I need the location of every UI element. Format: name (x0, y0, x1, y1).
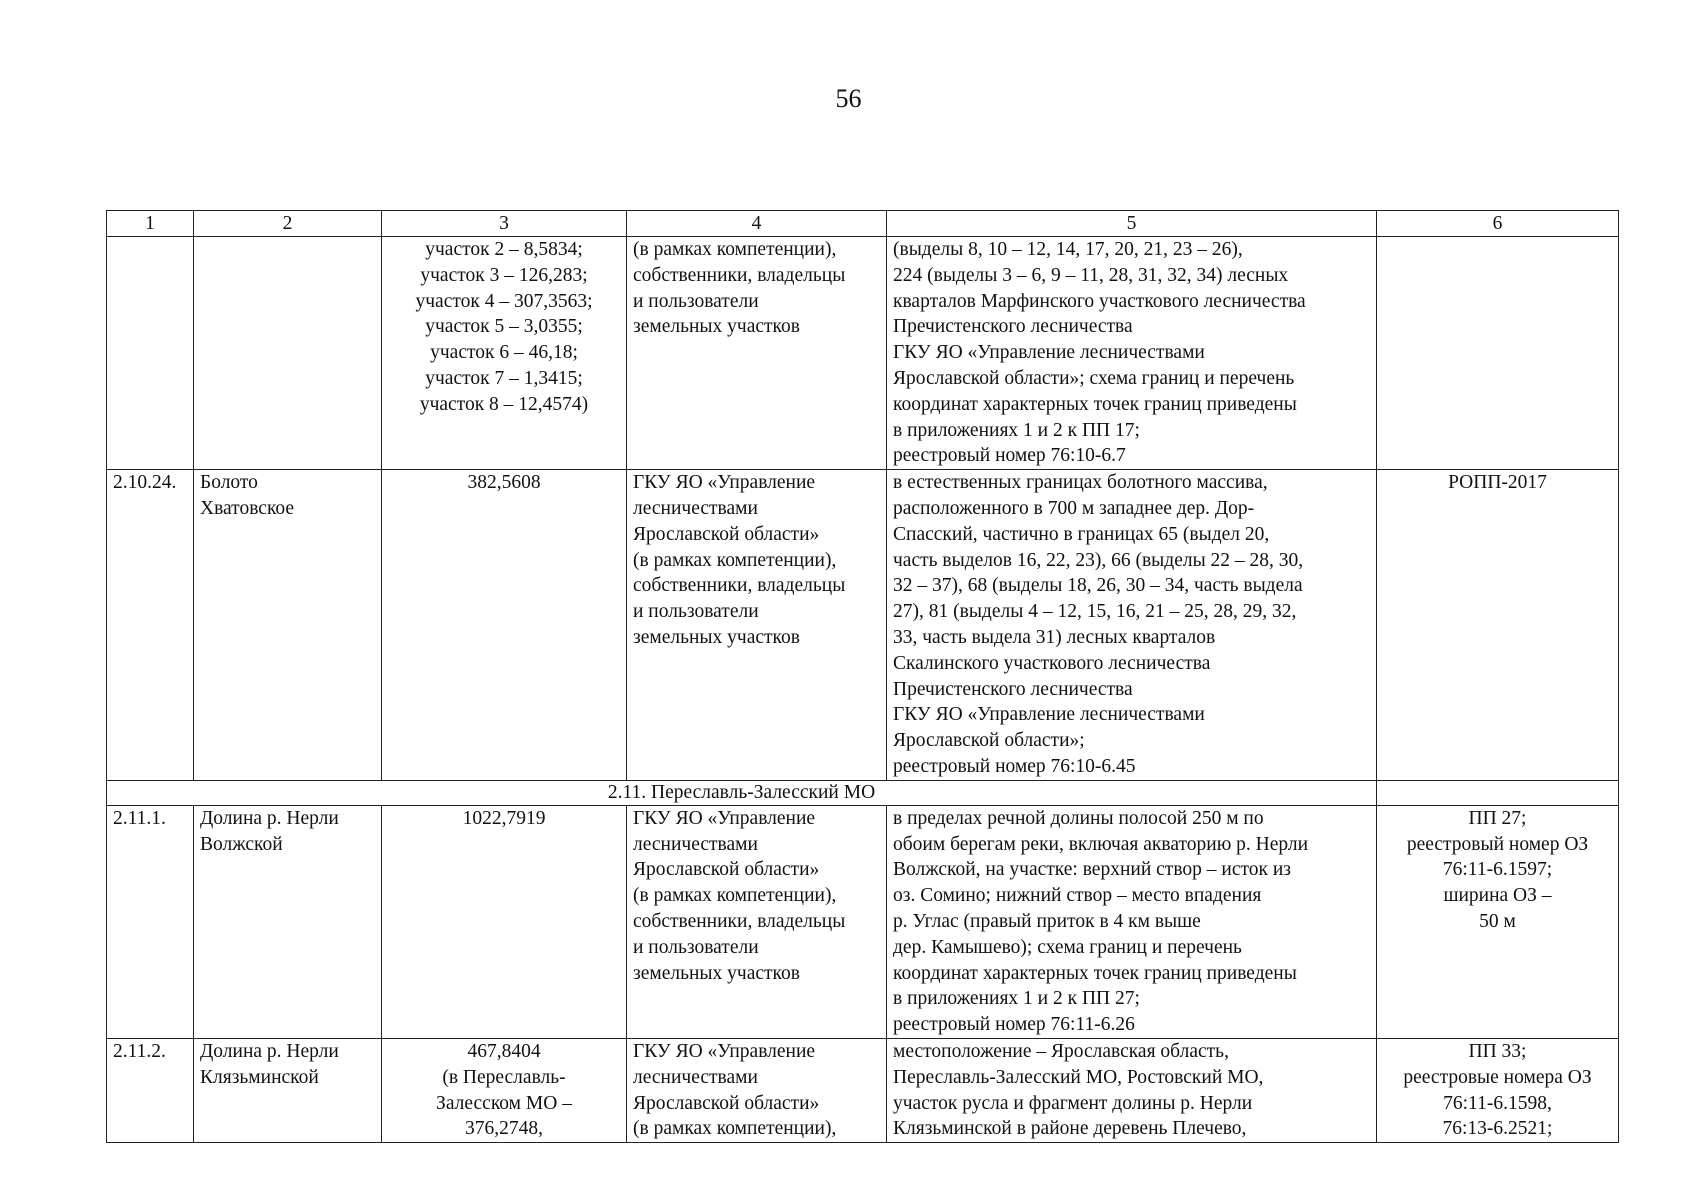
col-header-1: 1 (107, 211, 194, 237)
text-line: ГКУ ЯО «Управление лесничествами (893, 342, 1205, 364)
col-header-4: 4 (627, 211, 887, 237)
text-line: ПП 27; (1468, 807, 1527, 829)
header-row (107, 211, 1619, 237)
text-line: 467,8404 (467, 1040, 541, 1062)
text-line: 76:11-6.1597; (1442, 859, 1553, 881)
text-line: расположенного в 700 м западнее дер. Дор- (893, 497, 1255, 519)
col-header-3: 3 (382, 211, 627, 237)
table-row-continuation (107, 237, 1619, 470)
text-line: участок 6 – 46,18; (430, 342, 578, 364)
text-line: в приложениях 1 и 2 к ПП 27; (893, 988, 1140, 1010)
text-line: участок 2 – 8,5834; (425, 239, 583, 260)
table-row-2-10-24 (107, 470, 1619, 781)
text-line: (в рамках компетенции), (633, 549, 837, 571)
text-line: Пречистенского лесничества (893, 678, 1133, 700)
text-line: лесничествами (633, 1066, 758, 1088)
cell-source (1377, 470, 1619, 781)
cell-name (194, 805, 382, 1038)
text-line: участок 8 – 12,4574) (419, 393, 589, 415)
text-line: координат характерных точек границ приведены (893, 962, 1297, 984)
text-line: (в рамках компетенции), (633, 1118, 837, 1140)
cell-num: 2.11.2. (107, 1038, 194, 1142)
text-line: координат характерных точек границ приведены (893, 393, 1297, 415)
text-line: кварталов Марфинского участкового лесничества (893, 290, 1306, 312)
text-line: Долина р. Нерли (200, 807, 339, 829)
text-line: Переславль-Залесский МО, Ростовский МО, (893, 1066, 1264, 1088)
cell-boundaries (887, 237, 1377, 470)
text-line: Волжской (200, 833, 283, 855)
text-line: Пречистенского лесничества (893, 316, 1133, 338)
text-line: Хватовское (200, 497, 295, 519)
text-line: ГКУ ЯО «Управление лесничествами (893, 704, 1205, 726)
text-line: в приложениях 1 и 2 к ПП 17; (893, 419, 1140, 441)
text-line: собственники, владельцы (633, 264, 846, 286)
text-line: 76:13-6.2521; (1442, 1118, 1553, 1140)
col-header-2: 2 (194, 211, 382, 237)
cell-name (194, 470, 382, 781)
cell-responsible (627, 470, 887, 781)
text-line: обоим берегам реки, включая акваторию р. Нерли (893, 833, 1309, 855)
cell-num: 2.10.24. (107, 470, 194, 781)
text-line: (выделы 8, 10 – 12, 14, 17, 20, 21, 23 – 26), (893, 239, 1243, 260)
text-line: ширина ОЗ – (1443, 885, 1552, 907)
text-line: Спасский, частично в границах 65 (выдел 20, (893, 523, 1270, 545)
col-header-5: 5 (887, 211, 1377, 237)
text-line: ГКУ ЯО «Управление (633, 472, 816, 494)
text-line: 27), 81 (выделы 4 – 12, 15, 16, 21 – 25, 28, 29, 32, (893, 601, 1297, 623)
text-line: Залесском МО – (436, 1092, 572, 1114)
text-line: Скалинского участкового лесничества (893, 652, 1211, 674)
text-line: (в рамках компетенции), (633, 239, 837, 260)
text-line: собственники, владельцы (633, 910, 846, 932)
cell-name (194, 1038, 382, 1142)
text-line: Болото (200, 472, 258, 494)
cell-area (382, 1038, 627, 1142)
section-empty-cell (1377, 780, 1619, 805)
text-line: местоположение – Ярославская область, (893, 1040, 1229, 1062)
text-line: оз. Сомино; нижний створ – место впадения (893, 885, 1262, 907)
table-row-2-11-1 (107, 805, 1619, 1038)
text-line: Ярославской области» (633, 523, 820, 545)
text-line: и пользователи (633, 290, 759, 312)
text-line: в пределах речной долины полосой 250 м по (893, 807, 1264, 829)
text-line: Ярославской области» (633, 859, 820, 881)
cell-boundaries (887, 1038, 1377, 1142)
text-line: лесничествами (633, 497, 758, 519)
text-line: реестровый номер ОЗ (1406, 833, 1589, 855)
section-title: 2.11. Переславль-Залесский МО (107, 780, 1377, 805)
section-row-2-11 (107, 780, 1619, 805)
text-line: земельных участков (633, 962, 800, 984)
text-line: Клязьминской (200, 1066, 319, 1088)
cell-source (1377, 805, 1619, 1038)
text-line: земельных участков (633, 626, 800, 648)
text-line: часть выделов 16, 22, 23), 66 (выделы 22 – 28, 30, (893, 549, 1304, 571)
text-line: реестровый номер 76:10-6.45 (893, 755, 1136, 777)
text-line: дер. Камышево); схема границ и перечень (893, 936, 1242, 958)
text-line: 1022,7919 (462, 807, 546, 829)
text-line: 224 (выделы 3 – 6, 9 – 11, 28, 31, 32, 34) лесных (893, 264, 1289, 286)
text-line: собственники, владельцы (633, 575, 846, 597)
cell-area (382, 237, 627, 470)
protected-areas-table (106, 210, 1619, 1143)
cell-responsible (627, 1038, 887, 1142)
cell-name (194, 237, 382, 470)
text-line: 33, часть выдела 31) лесных кварталов (893, 626, 1216, 648)
text-line: ПП 33; (1468, 1040, 1527, 1062)
text-line: в естественных границах болотного массива, (893, 472, 1268, 494)
text-line: р. Углас (правый приток в 4 км выше (893, 910, 1201, 932)
text-line: Ярославской области»; схема границ и перечень (893, 367, 1295, 389)
text-line: Волжской, на участке: верхний створ – исток из (893, 859, 1291, 881)
text-line: 76:11-6.1598, (1443, 1092, 1552, 1114)
cell-source (1377, 237, 1619, 470)
text-line: Ярославской области»; (893, 730, 1085, 752)
cell-num: 2.11.1. (107, 805, 194, 1038)
text-line: (в Переславль- (442, 1066, 566, 1088)
text-line: реестровый номер 76:10-6.7 (893, 445, 1126, 467)
text-line: и пользователи (633, 936, 759, 958)
cell-area (382, 805, 627, 1038)
text-line: РОПП-2017 (1448, 472, 1547, 494)
cell-boundaries (887, 470, 1377, 781)
page-number: 56 (835, 84, 862, 113)
text-line: участок 5 – 3,0355; (425, 316, 583, 338)
text-line: и пользователи (633, 601, 759, 623)
text-line: 376,2748, (465, 1118, 543, 1140)
text-line: участок русла и фрагмент долины р. Нерли (893, 1092, 1253, 1114)
table-row-2-11-2 (107, 1038, 1619, 1142)
text-line: Долина р. Нерли (200, 1040, 339, 1062)
cell-responsible (627, 237, 887, 470)
text-line: 32 – 37), 68 (выделы 18, 26, 30 – 34, часть выдела (893, 575, 1303, 597)
cell-area (382, 470, 627, 781)
text-line: ГКУ ЯО «Управление (633, 1040, 816, 1062)
text-line: реестровый номер 76:11-6.26 (893, 1014, 1135, 1036)
col-header-6: 6 (1377, 211, 1619, 237)
text-line: участок 3 – 126,283; (420, 264, 588, 286)
text-line: лесничествами (633, 833, 758, 855)
text-line: участок 4 – 307,3563; (415, 290, 593, 312)
text-line: ГКУ ЯО «Управление (633, 807, 816, 829)
text-line: земельных участков (633, 316, 800, 338)
cell-source (1377, 1038, 1619, 1142)
cell-boundaries (887, 805, 1377, 1038)
text-line: участок 7 – 1,3415; (425, 367, 583, 389)
text-line: Клязьминской в районе деревень Плечево, (893, 1118, 1247, 1140)
text-line: 50 м (1479, 910, 1516, 932)
text-line: (в рамках компетенции), (633, 885, 837, 907)
cell-num (107, 237, 194, 470)
text-line: реестровые номера ОЗ (1403, 1066, 1592, 1088)
text-line: 382,5608 (467, 472, 541, 494)
cell-responsible (627, 805, 887, 1038)
text-line: Ярославской области» (633, 1092, 820, 1114)
